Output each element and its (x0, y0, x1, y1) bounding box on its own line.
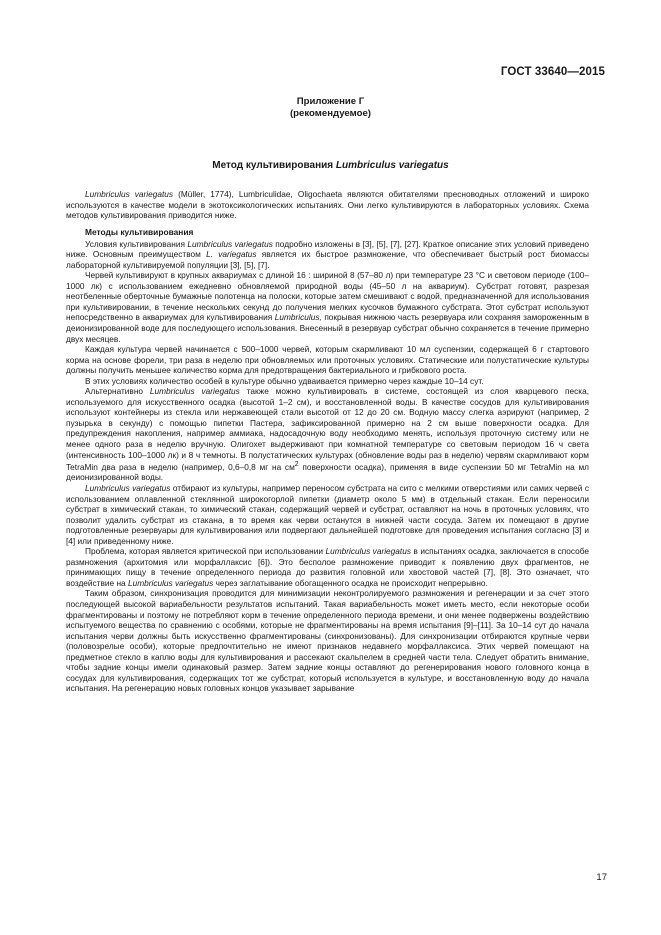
species-name: Lumbriculus variegatus (149, 386, 240, 397)
species-name: Lumbriculus variegatus (127, 577, 214, 588)
intro-text: (Müller, 1774), Lumbriculidae, Oligochaeta являются обитателями пресноводных отложений и широко используются в качестве модели в экотоксикологических испытаниях. Они легко культивируются в лабораторных условиях. Схема методов культивирования приводится ниже. (66, 189, 589, 221)
species-name: Lumbriculus variegatus (325, 546, 411, 557)
section-heading: Методы культивирования (85, 226, 194, 237)
paragraph-culture-start: Каждая культура червей начинается с 500–1000 червей, которым скармливают 10 мл суспензии, содержащей 6 г стартового корма на основе форели, три раза в неделю при обновляемых или проточных условиях. Статические или полустатические культуры должны получить меньшее количество корма для предотвращения бактериального и грибкового роста. (66, 344, 589, 376)
method-title-prefix: Метод культивирования (212, 160, 336, 171)
document-body (66, 185, 589, 694)
paragraph-conditions (66, 239, 589, 271)
species-name: Lumbriculus variegatus (187, 238, 273, 249)
species-name: Lumbriculus variegatus (85, 482, 171, 493)
text-run: покрывая нижнюю часть резервуара или сохраняя замороженным в деионизированной воде для последующего использования. Внесенный в резервуар субстрат обычно сохраняется в течение примерно двух месяцев. (66, 312, 589, 344)
paragraph-synchronization: Таким образом, синхронизация проводится для минимизации неконтролируемого размножения и регенерации и за счет этого последующей высокой вариабельности результатов испытаний. Такая вариабельность может иметь место, если некоторые особи фрагментированы и поэтому не потребляют корм в течение определенного периода времени, и они менее подвержены воздействию испытуемого вещества по сравнению с особями, которые не фрагментированы на время испытания [9]–[11]. За 10–14 сут до начала испытания черви должны быть искусственно фрагментированы (синхронизованы). Для синхронизации отбираются крупные черви (половозрелые особи), которые предпочтительно не имеют признаков недавнего морфаллаксиса. Этих червей помещают на предметное стекло в каплю воды для культивирования и рассекают скальпелем в средней части тела. Следует обратить внимание, чтобы задние концы имели одинаковый размер. Затем задние концы оставляют до регенерирования нового головного конца в сосудах для культивирования, содержащих тот же субстрат, который используется в культуре, и восстановленную воду до начала испытания. На регенерацию новых головных концов указывает зарывание (66, 588, 589, 694)
species-name: Lumbriculus, (274, 312, 322, 323)
method-title (0, 160, 661, 171)
page-number: 17 (596, 872, 607, 883)
annex-subtitle: (рекомендуемое) (289, 108, 371, 119)
text-run: поверхности осадка), применяя в виде суспензии 50 мг TetraMin на мл деионизированной воды. (66, 461, 590, 483)
annex-heading (0, 96, 661, 120)
paragraph-selection (66, 483, 589, 546)
paragraph-aquariums (66, 270, 589, 344)
text-run: также можно культивировать в системе, состоящей из слоя кварцевого песка, используемого для искусственного осадка (высотой 1–2 см), и восстановленной воды. В качестве сосудов для культивирования используют контейнеры из стекла или нержавеющей стали высотой от 12 до 20 см. Водную массу слегка аэрируют (например, 2 пузырька в секунду) с помощью пипетки Пастера, зафиксированной примерно на 2 см выше поверхности осадка. Для предупреждения накопления, например аммиака, надосадочную воду необходимо менять, используя проточную систему или не менее одного раза в неделю вручную. Олигохет выдерживают при комнатной температуре со световым периодом 16 ч света (интенсивность 100–1000 лк) и 8 ч темноты. В полустатических культурах (обновление воды раз в неделю) червям скармливают корм TetraMin два раза в неделю (например, 0,6–0,8 мг на см (66, 386, 589, 472)
text-run: отбирают из культуры, например переносом субстрата на сито с мелкими отверстиями или самих червей с использованием оплавленной стеклянной широкогорлой пипетки (диаметр около 5 мм) в отдельный стакан. Если переносили субстрат в химический стакан, то химический стакан, содержащий червей и субстрат, оставляют на ночь в проточных условиях, что позволит удалить субстрат из стакана, в то время как черви останутся в нижней части сосуда. Затем их помещают в другие подготовленные резервуары для культивирования или подвергают дальнейшей подготовке для проведения испытания согласно [3] и [4] или приведенному ниже. (66, 482, 589, 546)
paragraph-alternative-system (66, 386, 589, 483)
intro-paragraph (66, 189, 589, 221)
method-title-species: Lumbriculus variegatus (335, 160, 449, 171)
text-run: Червей культивируют в крупных аквариумах с длиной 16 : шириной 8 (57–80 л) при температуре 23 °C и световом периоде (100–1000 лк) с использованием ежедневно обновляемой природной воды (45–50 л на аквариум). Субстрат готовят, разрезая неотбеленные оберточные бумажные полотенца на полоски, которые затем смешивают с водой, предназначенной для использования при культивировании, в течение нескольких секунд до получения мелких кусочков бумажного субстрата. Этот субстрат используют непосредственно в аквариумах для культивирования (66, 270, 589, 323)
text-run: является их быстрое размножение, что обеспечивает быстрый рост биомассы лабораторной культивируемой популяции [3], [5], [7]. (66, 249, 589, 270)
paragraph-doubling: В этих условиях количество особей в культуре обычно удваивается примерно через каждые 10–14 сут. (85, 375, 484, 386)
paragraph-reproduction-problem (66, 546, 589, 588)
superscript: 2 (294, 461, 299, 469)
species-name: Lumbriculus variegatus (85, 189, 174, 199)
text-run: Проблема, которая является критической при использовании (85, 546, 326, 557)
annex-title: Приложение Г (296, 96, 365, 107)
species-name: L. variegatus (206, 249, 257, 260)
text-run: через заглатывание обогащенного осадка не происходит непрерывно. (213, 577, 488, 588)
standard-number: ГОСТ 33640—2015 (500, 66, 605, 78)
text-run: Условия культивирования (85, 238, 188, 249)
text-run: в испытаниях осадка, заключается в способе размножения (архитомия или морфаллаксис [6]). Это бесполое размножение приводит к появлению двух фрагментов, не принимающих пищу в течение определенного периода до развития головной или хвостовой частей [7], [8]. Это означает, что воздействие на (66, 546, 589, 588)
text-run: подробно изложены в [3], [5], [7], [27]. Краткое описание этих условий приведено ниже. Основным преимуществом (66, 238, 589, 260)
text-run: Альтернативно (85, 386, 150, 397)
